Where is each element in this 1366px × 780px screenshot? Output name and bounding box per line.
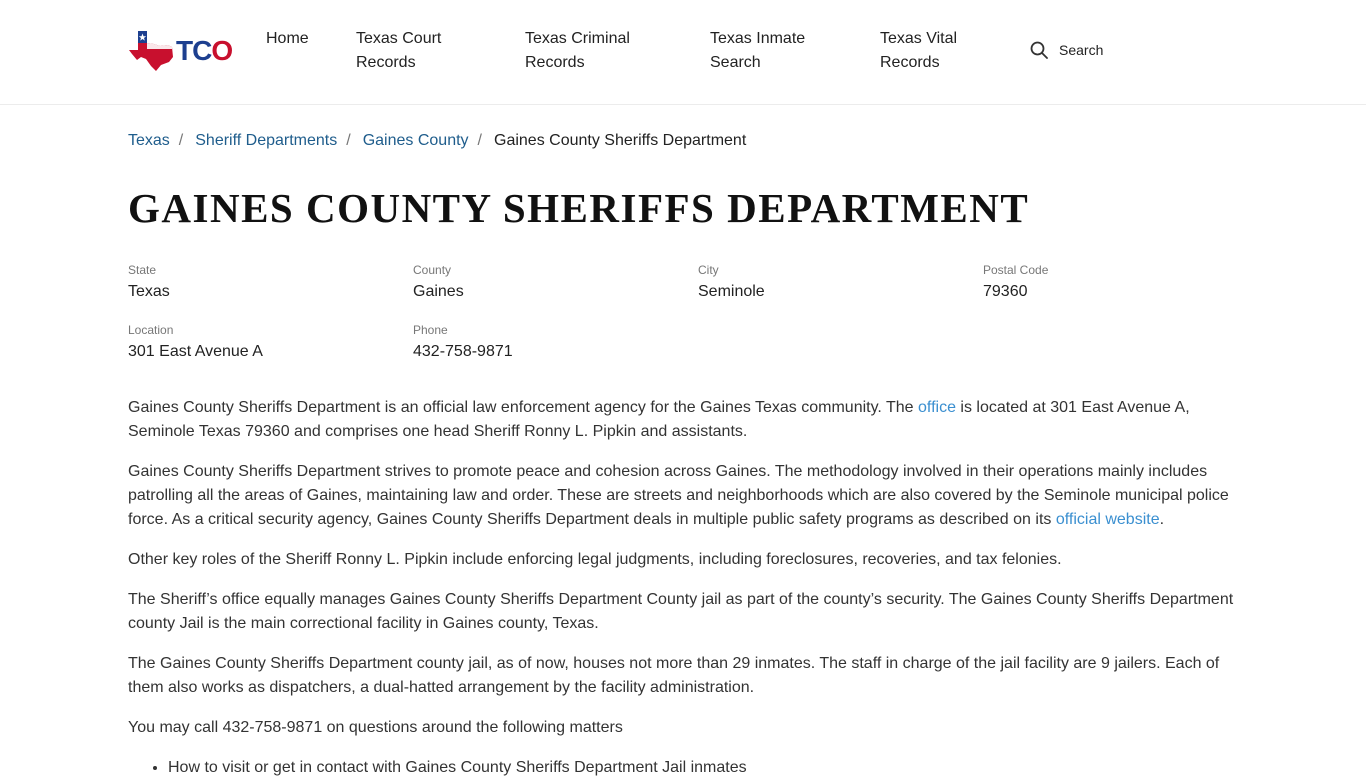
article-body (128, 396, 1238, 780)
detail-state (128, 262, 170, 303)
paragraph: Gaines County Sheriffs Department strives to promote peace and cohesion across Gaines. The methodology involved in their operations mainly includes patrolling all the areas of Gaines, maintaining law and order. These are streets and neighborhoods which are also covered by the Seminole municipal police force. As a critical security agency, Gaines County Sheriffs Department deals in multiple public safety programs as described on its official website. (128, 463, 1229, 528)
official-website-link[interactable]: official website (1055, 511, 1160, 528)
office-link[interactable]: office (918, 399, 956, 416)
location-label: Location (128, 323, 174, 337)
breadcrumb-separator: / (477, 132, 482, 149)
detail-location (128, 322, 263, 363)
texas-map-icon (128, 30, 174, 72)
nav-texas-criminal-records[interactable]: Texas Criminal Records (525, 30, 630, 71)
postal-code-label: Postal Code (983, 263, 1049, 277)
breadcrumb-gaines-county[interactable]: Gaines County (362, 132, 469, 149)
list-item: • How to visit or get in contact with Gaines County Sheriffs Department Jail inmates (168, 756, 1238, 780)
state-value: Texas (128, 283, 170, 300)
breadcrumb-current: Gaines County Sheriffs Department (494, 132, 747, 149)
location-value: 301 East Avenue A (128, 343, 263, 360)
detail-postal-code (983, 262, 1048, 303)
detail-county (413, 262, 464, 303)
search-label: Search (1059, 42, 1104, 58)
city-value: Seminole (698, 283, 765, 300)
site-header (0, 0, 1366, 105)
detail-city (698, 262, 765, 303)
breadcrumb-sheriff-departments[interactable]: Sheriff Departments (195, 132, 338, 149)
postal-code-value: 79360 (983, 283, 1028, 300)
page-title: GAINES COUNTY SHERIFFS DEPARTMENT (128, 185, 1030, 231)
logo-text: TCO (176, 35, 233, 66)
paragraph: The Sheriff’s office equally manages Gaines County Sheriffs Department County jail as part of the county’s security. The Gaines County Sheriffs Department county Jail is the main correctional facility in Gaines county, Texas. (128, 591, 1234, 632)
detail-phone (413, 322, 513, 363)
breadcrumb (128, 130, 746, 152)
nav-texas-court-records[interactable]: Texas Court Records (356, 30, 442, 71)
paragraph: The Gaines County Sheriffs Department county jail, as of now, houses not more than 29 inmates. The staff in charge of the jail facility are 9 jailers. Each of them also works as dispatchers, a dual-hatted arrangement by the facility administration. (128, 655, 1220, 696)
matters-list (128, 756, 1238, 780)
phone-value: 432-758-9871 (413, 343, 513, 360)
state-label: State (128, 263, 157, 277)
paragraph: Gaines County Sheriffs Department is an official law enforcement agency for the Gaines Texas community. The office is located at 301 East Avenue A, Seminole Texas 79360 and comprises one head Sheriff Ronny L. Pipkin and assistants. (128, 399, 1190, 440)
nav-home[interactable]: Home (266, 30, 309, 47)
search-icon (1030, 41, 1048, 59)
county-value: Gaines (413, 283, 464, 300)
city-label: City (698, 263, 719, 277)
phone-label: Phone (413, 323, 448, 337)
nav-texas-vital-records[interactable]: Texas Vital Records (880, 30, 958, 71)
search-button[interactable] (1030, 41, 1103, 59)
nav-texas-inmate-search[interactable]: Texas Inmate Search (710, 30, 806, 71)
breadcrumb-texas[interactable]: Texas (128, 132, 170, 149)
breadcrumb-separator: / (346, 132, 351, 149)
paragraph: You may call 432-758-9871 on questions around the following matters (128, 719, 623, 736)
breadcrumb-separator: / (178, 132, 184, 149)
site-logo[interactable] (128, 30, 232, 72)
paragraph: Other key roles of the Sheriff Ronny L. Pipkin include enforcing legal judgments, including foreclosures, recoveries, and tax felonies. (128, 551, 1062, 568)
county-label: County (413, 263, 452, 277)
